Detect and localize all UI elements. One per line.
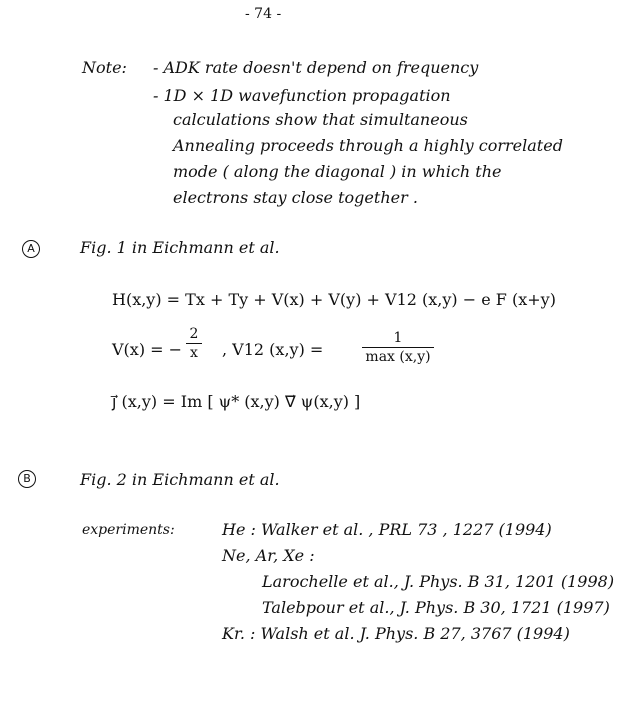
section-a-heading: Fig. 1 in Eichmann et al. <box>80 238 280 257</box>
fraction-bar <box>362 347 434 348</box>
fraction-1-over-max <box>362 330 434 365</box>
experiments-label: experiments: <box>82 522 175 538</box>
section-a-marker: A <box>22 240 40 258</box>
note-bullet-2-line-3: Annealing proceeds through a highly correlated <box>173 136 563 155</box>
equation-current: j⃗ (x,y) = Im [ ψ* (x,y) ∇⃗ ψ(x,y) ] <box>112 392 361 411</box>
note-bullet-2-line-5: electrons stay close together . <box>173 188 418 207</box>
reference-larochelle: Larochelle et al., J. Phys. B 31, 1201 (1998) <box>262 572 615 591</box>
fraction-numerator: 1 <box>393 330 403 346</box>
note-label: Note: <box>82 58 127 77</box>
equation-v12-left: , V12 (x,y) = <box>222 340 324 359</box>
reference-ne-ar-xe-label: Ne, Ar, Xe : <box>222 546 315 565</box>
note-bullet-1: - ADK rate doesn't depend on frequency <box>153 58 479 77</box>
fraction-denominator: x <box>190 345 198 361</box>
section-b-marker: B <box>18 470 36 488</box>
fraction-denominator: max (x,y) <box>365 349 431 365</box>
equation-potential-left: V(x) = − <box>112 340 183 359</box>
note-bullet-2-line-1: - 1D × 1D wavefunction propagation <box>153 86 451 105</box>
note-bullet-2-line-2: calculations show that simultaneous <box>173 110 468 129</box>
equation-hamiltonian: H(x,y) = Tx + Ty + V(x) + V(y) + V12 (x,y) − e F (x+y) <box>112 290 556 309</box>
note-bullet-2-line-4: mode ( along the diagonal ) in which the <box>173 162 502 181</box>
section-b-heading: Fig. 2 in Eichmann et al. <box>80 470 280 489</box>
reference-he: He : Walker et al. , PRL 73 , 1227 (1994) <box>222 520 552 539</box>
reference-kr: Kr. : Walsh et al. J. Phys. B 27, 3767 (1994) <box>222 624 570 643</box>
page-number: - 74 - <box>245 6 282 22</box>
fraction-bar <box>186 343 202 344</box>
fraction-numerator: 2 <box>189 326 199 342</box>
reference-talebpour: Talebpour et al., J. Phys. B 30, 1721 (1997) <box>262 598 610 617</box>
fraction-2-over-x <box>186 326 202 361</box>
